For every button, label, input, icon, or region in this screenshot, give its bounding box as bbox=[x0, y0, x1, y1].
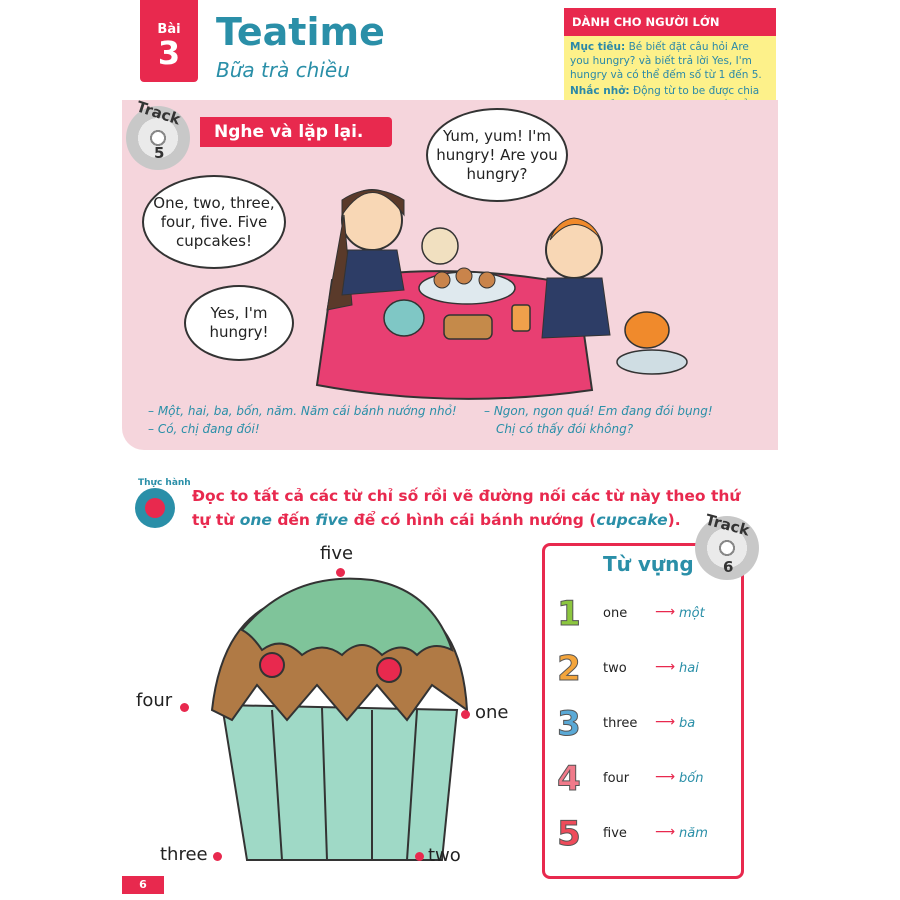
vocab-vietnamese: bốn bbox=[679, 771, 704, 786]
dot-three[interactable] bbox=[213, 852, 222, 861]
track-label: Track bbox=[703, 510, 752, 540]
arrow-right-icon: ⟶ bbox=[655, 714, 676, 730]
lesson-label: Bài bbox=[157, 22, 181, 37]
vocab-english: two bbox=[603, 661, 627, 676]
dot-five[interactable] bbox=[336, 568, 345, 577]
lesson-number: 3 bbox=[157, 34, 181, 72]
instruction-cupcake: cupcake bbox=[596, 511, 668, 529]
vocab-vietnamese: hai bbox=[679, 661, 699, 676]
translation-left-2: – Có, chị đang đói! bbox=[148, 422, 260, 436]
goal-text: Bé biết đặt câu hỏi Are you hungry? và biết trả lời Yes, I'm hungry và có thể đếm số từ 1 đến 5. bbox=[570, 41, 762, 81]
arrow-right-icon: ⟶ bbox=[655, 604, 676, 620]
vocab-row bbox=[555, 594, 735, 634]
book-page bbox=[122, 0, 778, 900]
vocab-row bbox=[555, 704, 735, 744]
practice-icon bbox=[135, 488, 175, 528]
dot-two[interactable] bbox=[415, 852, 424, 861]
vocab-vietnamese: năm bbox=[679, 826, 708, 841]
word-one: one bbox=[475, 702, 509, 723]
word-three: three bbox=[160, 844, 208, 865]
translation-right-1: – Ngon, ngon quá! Em đang đói bụng! bbox=[484, 404, 713, 418]
instruction-mid: đến bbox=[277, 511, 310, 529]
vocab-row bbox=[555, 759, 735, 799]
candle-number-icon: 3 bbox=[557, 704, 581, 744]
vocab-english: four bbox=[603, 771, 630, 786]
word-two: two bbox=[428, 845, 461, 866]
candle-number-icon: 1 bbox=[557, 594, 581, 634]
page-subtitle: Bữa trà chiều bbox=[216, 58, 350, 82]
track-number: 6 bbox=[723, 558, 734, 576]
arrow-right-icon: ⟶ bbox=[655, 659, 676, 675]
practice-label: Thực hành bbox=[138, 478, 191, 488]
instruction-end: ). bbox=[667, 511, 681, 529]
candle-number-icon: 4 bbox=[557, 759, 581, 799]
candle-number-icon: 2 bbox=[557, 649, 581, 689]
track-number: 5 bbox=[154, 144, 165, 162]
adult-notes-heading: DÀNH CHO NGƯỜI LỚN bbox=[564, 8, 776, 36]
instruction-one: one bbox=[239, 511, 272, 529]
reminder-text: Động từ to be được chia bbox=[632, 85, 760, 97]
translation-left-1: – Một, hai, ba, bốn, năm. Năm cái bánh nướng nhỏ! bbox=[148, 404, 457, 418]
vocab-vietnamese: một bbox=[679, 606, 705, 621]
translation-right-2: Chị có thấy đói không? bbox=[496, 422, 634, 436]
speech-bubble-boy: Yum, yum! I'm hungry! Are you hungry? bbox=[426, 108, 568, 202]
page-number: 6 bbox=[122, 876, 164, 894]
vocab-row bbox=[555, 814, 735, 854]
vocab-english: one bbox=[603, 606, 628, 621]
word-five: five bbox=[320, 543, 354, 564]
instruction-part1: Đọc to tất cả các từ chỉ số rồi vẽ đường nối các từ này theo thứ tự từ bbox=[192, 487, 741, 529]
listen-repeat-banner: Nghe và lặp lại. bbox=[200, 117, 392, 147]
speech-bubble-girl-1: One, two, three, four, five. Five cupcakes! bbox=[142, 175, 286, 269]
arrow-right-icon: ⟶ bbox=[655, 769, 676, 785]
track-label: Track bbox=[134, 97, 183, 129]
vocabulary-title: Từ vựng bbox=[603, 552, 694, 576]
goal-label: Mục tiêu: bbox=[570, 41, 626, 53]
cupcake-drawing bbox=[202, 560, 582, 880]
dot-four[interactable] bbox=[180, 703, 189, 712]
instruction-five: five bbox=[315, 511, 349, 529]
vocab-vietnamese: ba bbox=[679, 716, 696, 731]
dot-one[interactable] bbox=[461, 710, 470, 719]
word-four: four bbox=[136, 690, 173, 711]
vocab-english: five bbox=[603, 826, 627, 841]
candle-number-icon: 5 bbox=[557, 814, 581, 854]
practice-instruction bbox=[192, 484, 752, 532]
arrow-right-icon: ⟶ bbox=[655, 824, 676, 840]
vocab-english: three bbox=[603, 716, 638, 731]
page-title: Teatime bbox=[216, 10, 385, 54]
speech-bubble-girl-2: Yes, I'm hungry! bbox=[184, 285, 294, 361]
reminder-label: Nhắc nhở: bbox=[570, 85, 630, 97]
vocab-row bbox=[555, 649, 735, 689]
teatime-scene bbox=[122, 97, 778, 450]
instruction-part2: để có hình cái bánh nướng ( bbox=[353, 511, 597, 529]
lesson-tab bbox=[140, 0, 198, 82]
